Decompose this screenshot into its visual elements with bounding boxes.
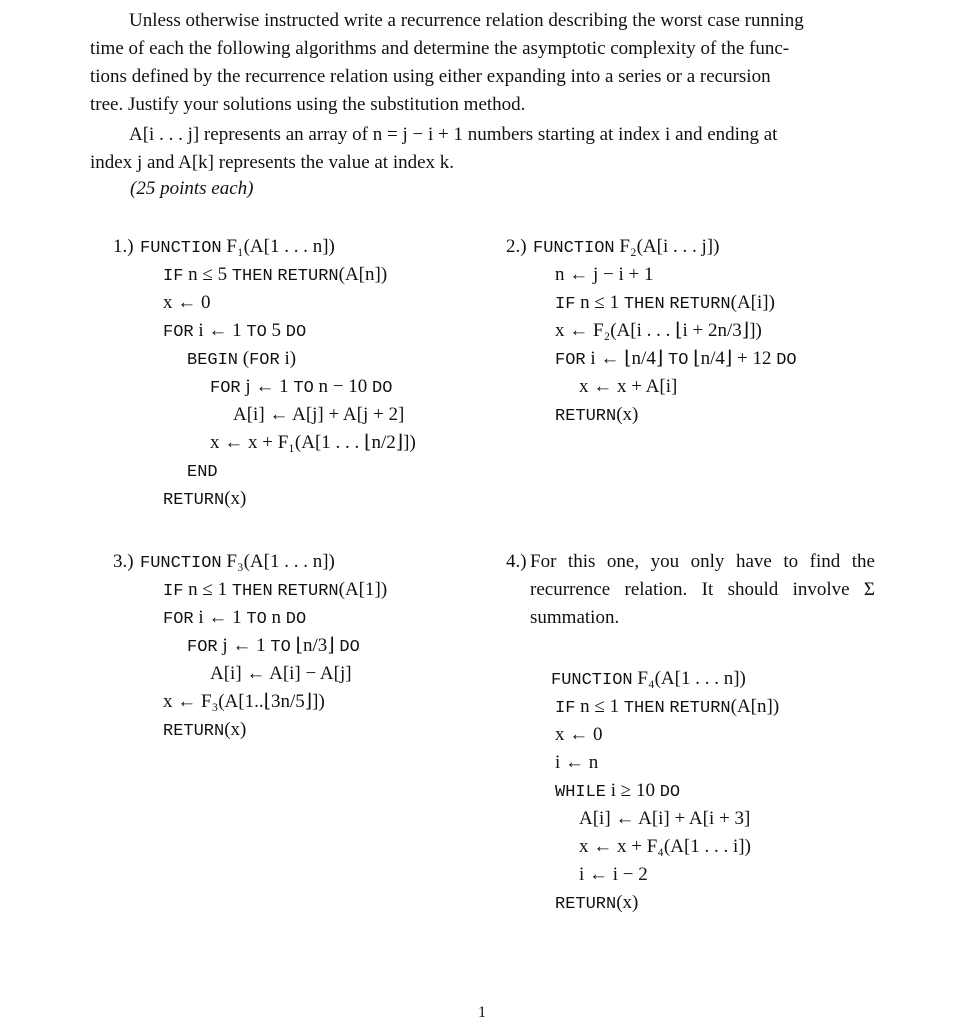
problem-number: 3.) — [113, 551, 134, 572]
problem-number: 4.) — [506, 551, 527, 572]
code-line: FUNCTION F₄(A[1 . . . n]) — [551, 668, 746, 690]
code-line: x ← F₃(A[1..⌊3n/5⌋]) — [163, 691, 325, 712]
instructions-line: Unless otherwise instructed write a recurrence relation describing the worst case running — [129, 10, 804, 31]
code-line: x ← 0 — [163, 292, 211, 313]
code-line: A[i] ← A[j] + A[j + 2] — [233, 404, 405, 425]
code-line: FOR j ← 1 TO ⌊n/3⌋ DO — [187, 635, 360, 657]
page-number: 1 — [478, 1004, 486, 1021]
code-line: i ← n — [555, 752, 599, 773]
instructions-line: tree. Justify your solutions using the substitution method. — [90, 94, 526, 115]
code-line: A[i] ← A[i] + A[i + 3] — [579, 808, 751, 829]
code-line: FUNCTION F₂(A[i . . . j]) — [533, 236, 720, 258]
code-line: RETURN(x) — [163, 488, 247, 510]
instruction-line: recurrence relation. It should involve Σ — [530, 579, 875, 600]
code-line: x ← 0 — [555, 724, 603, 745]
code-line: x ← F₂(A[i . . . ⌊i + 2n/3⌋]) — [555, 320, 762, 341]
code-line: IF n ≤ 1 THEN RETURN(A[1]) — [163, 579, 388, 601]
code-line: x ← x + F₁(A[1 . . . ⌊n/2⌋]) — [210, 432, 416, 453]
code-line: A[i] ← A[i] − A[j] — [210, 663, 352, 684]
points-note: (25 points each) — [130, 178, 254, 199]
code-line: FUNCTION F₁(A[1 . . . n]) — [140, 236, 335, 258]
instruction-line: For this one, you only have to find the — [530, 551, 875, 572]
array-definition-line: A[i . . . j] represents an array of n = j − i + 1 numbers starting at index i and ending at — [129, 124, 778, 145]
code-line: FOR i ← 1 TO 5 DO — [163, 320, 307, 342]
code-line: FUNCTION F₃(A[1 . . . n]) — [140, 551, 335, 573]
code-line: n ← j − i + 1 — [555, 264, 654, 285]
instruction-line: summation. — [530, 607, 620, 628]
code-line: i ← i − 2 — [579, 864, 648, 885]
code-line: FOR j ← 1 TO n − 10 DO — [210, 376, 393, 398]
code-line: RETURN(x) — [555, 404, 639, 426]
problem-4-instructions — [530, 548, 875, 632]
array-definition-line: index j and A[k] represents the value at index k. — [90, 152, 455, 173]
array-definition-paragraph — [90, 121, 876, 177]
instructions-line: time of each the following algorithms and determine the asymptotic complexity of the func- — [90, 38, 790, 59]
code-line: BEGIN (FOR i) — [187, 348, 297, 370]
code-line: IF n ≤ 1 THEN RETURN(A[n]) — [555, 696, 780, 718]
code-line: WHILE i ≥ 10 DO — [555, 780, 681, 802]
problem-number: 1.) — [113, 236, 134, 257]
problem-number: 2.) — [506, 236, 527, 257]
code-line: FOR i ← 1 TO n DO — [163, 607, 307, 629]
code-line: FOR i ← ⌊n/4⌋ TO ⌊n/4⌋ + 12 DO — [555, 348, 797, 370]
code-line: x ← x + A[i] — [579, 376, 678, 397]
instructions-paragraph — [90, 7, 876, 119]
code-line: IF n ≤ 1 THEN RETURN(A[i]) — [555, 292, 775, 314]
code-line: x ← x + F₄(A[1 . . . i]) — [579, 836, 751, 857]
code-line: END — [187, 463, 218, 482]
code-line: RETURN(x) — [163, 719, 247, 741]
instructions-line: tions defined by the recurrence relation using either expanding into a series or a recursion — [90, 66, 771, 87]
code-line: RETURN(x) — [555, 892, 639, 914]
code-line: IF n ≤ 5 THEN RETURN(A[n]) — [163, 264, 388, 286]
